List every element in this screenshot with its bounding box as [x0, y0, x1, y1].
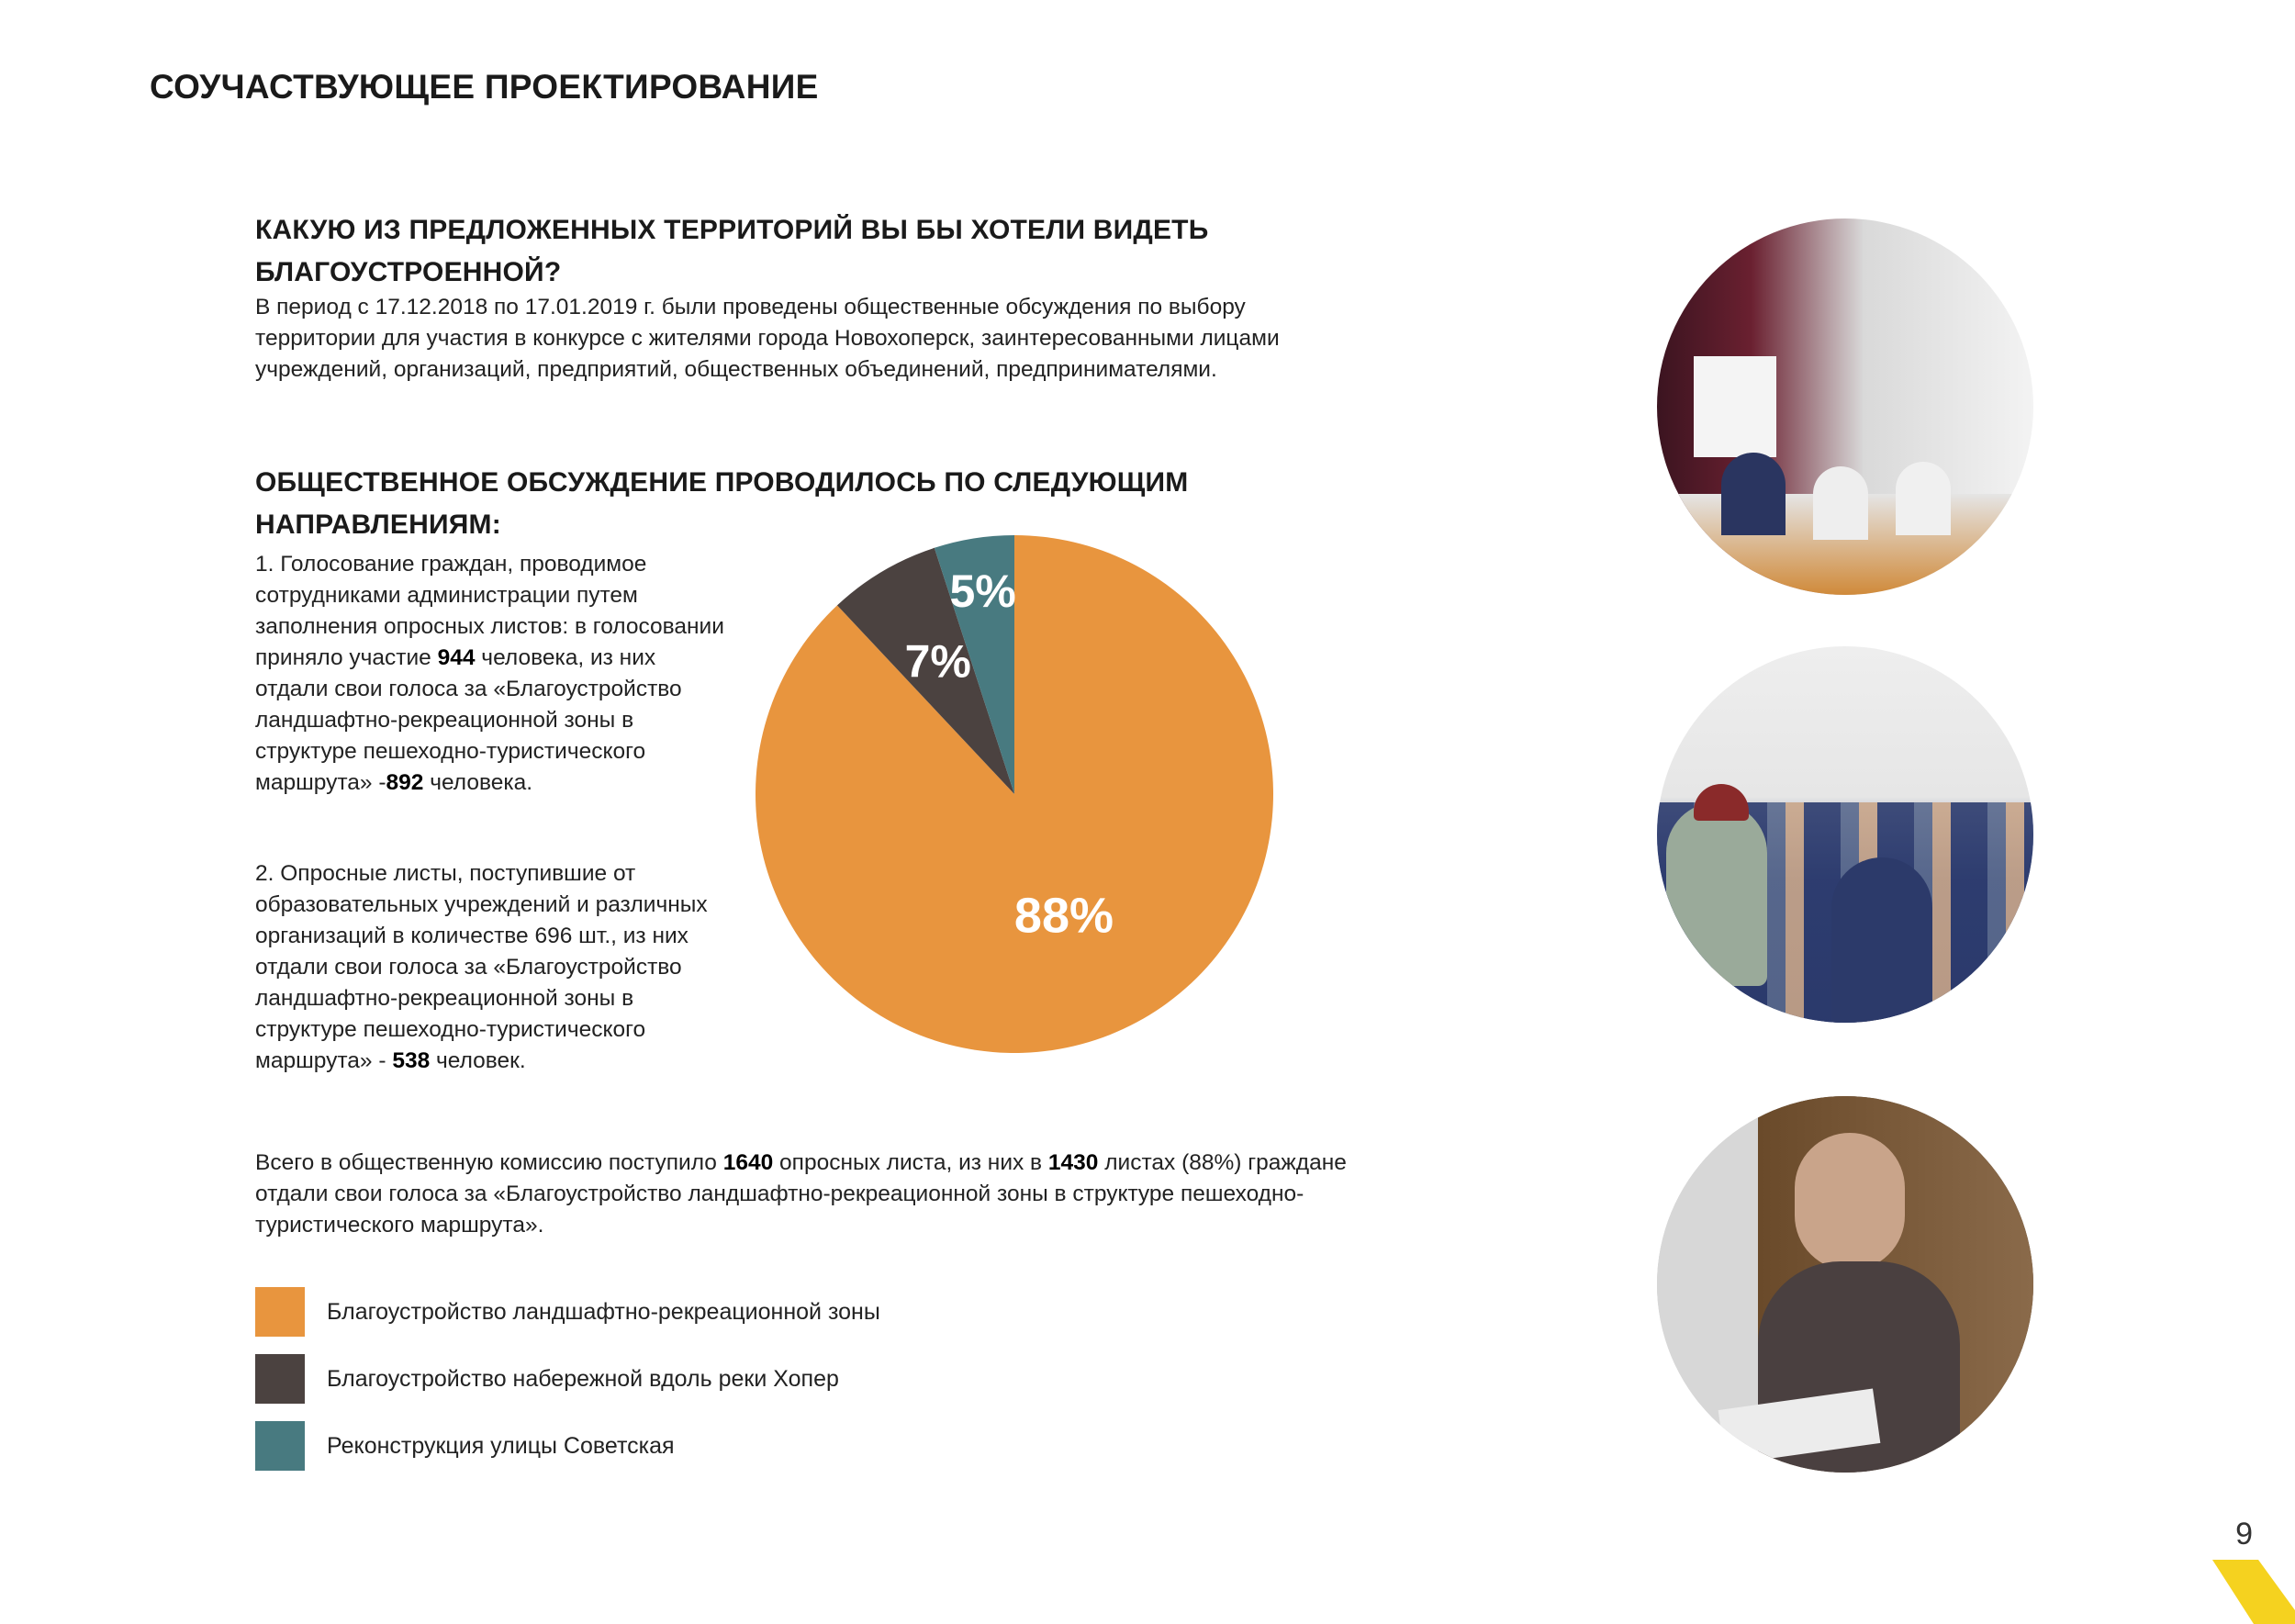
- page-title: СОУЧАСТВУЮЩЕЕ ПРОЕКТИРОВАНИЕ: [150, 68, 819, 106]
- p1-participants-count: 944: [437, 645, 476, 670]
- question-heading-line-2: БЛАГОУСТРОЕННОЙ?: [255, 257, 562, 287]
- total-text-a: Всего в общественную комиссию поступило: [255, 1150, 723, 1175]
- p2-text-b: человек.: [430, 1048, 526, 1073]
- legend-item: [255, 1354, 839, 1404]
- meeting-hall-photo: [1657, 218, 2033, 595]
- question-heading: [255, 209, 1449, 294]
- audience-person: [1721, 453, 1786, 535]
- pie-data-label: 5%: [949, 565, 1016, 617]
- total-text-b: опросных листа, из них в: [773, 1150, 1048, 1175]
- legend-swatch: [255, 1421, 305, 1471]
- legend-label: Благоустройство ландшафтно-рекреационной зоны: [327, 1298, 880, 1325]
- intro-line-3: учреждений, организаций, предприятий, общественных объединений, предпринимателями.: [255, 357, 1217, 382]
- legend-label: Благоустройство набережной вдоль реки Хопер: [327, 1365, 839, 1392]
- question-heading-line-1: КАКУЮ ИЗ ПРЕДЛОЖЕННЫХ ТЕРРИТОРИЙ ВЫ БЫ ХОТЕЛИ ВИДЕТЬ: [255, 215, 1209, 245]
- corner-accent: [2185, 1560, 2295, 1624]
- woman-in-coat: [1666, 802, 1767, 986]
- legend-label: Реконструкция улицы Советская: [327, 1432, 675, 1459]
- legend-swatch: [255, 1354, 305, 1404]
- p2-votes-count: 538: [392, 1048, 431, 1073]
- total-votes-count: 1430: [1047, 1150, 1099, 1175]
- projector-screen: [1694, 356, 1776, 457]
- man-in-suit: [1831, 857, 1932, 1023]
- legend-item: [255, 1421, 675, 1471]
- pie-chart: [753, 532, 1276, 1056]
- p1-votes-count: 892: [386, 770, 424, 795]
- discussion-heading-line-1: ОБЩЕСТВЕННОЕ ОБСУЖДЕНИЕ ПРОВОДИЛОСЬ ПО СЛЕДУЮЩИМ: [255, 467, 1189, 498]
- p1-text-c: человека.: [423, 770, 533, 795]
- total-paragraph: [255, 1148, 1412, 1241]
- audience-photo: [1657, 646, 2033, 1023]
- total-sheets-count: 1640: [722, 1150, 774, 1175]
- face: [1795, 1133, 1905, 1271]
- intro-line-2: территории для участия в конкурсе с жителями города Новохоперск, заинтересованными лицами: [255, 326, 1280, 351]
- p2-text-a: 2. Опросные листы, поступившие от образовательных учреждений и различных организаций в количестве 696 шт., из них отдали свои голоса за «Благоустройство ландшафтно-рекреационной зоны в структуре пешеходно-туристического маршрута» -: [255, 861, 708, 1073]
- elderly-woman-photo: [1657, 1096, 2033, 1473]
- pie-data-label: 88%: [1013, 888, 1114, 944]
- audience-person: [1813, 466, 1868, 540]
- intro-paragraph: [255, 292, 1412, 386]
- audience-person: [1896, 462, 1951, 535]
- pie-data-label: 7%: [904, 635, 971, 688]
- discussion-heading-line-2: НАПРАВЛЕНИЯМ:: [255, 510, 501, 540]
- page-number: 9: [2235, 1517, 2253, 1551]
- intro-line-1: В период с 17.12.2018 по 17.01.2019 г. были проведены общественные обсуждения по выбору: [255, 295, 1246, 319]
- p1-text-b: человека, из них отдали свои голоса за «Благоустройство ландшафтно-рекреационной зоны в структуре пешеходно-туристического маршрута» -: [255, 645, 682, 795]
- direction-2-paragraph: [255, 858, 733, 1077]
- hat: [1694, 784, 1749, 821]
- legend-item: [255, 1287, 880, 1337]
- direction-1-paragraph: [255, 549, 733, 799]
- total-text-c: листах (88%) граждане отдали свои голоса за «Благоустройство ландшафтно-рекреационной зоны в структуре пешеходно-туристического маршрута».: [255, 1150, 1347, 1238]
- p1-text-a: 1. Голосование граждан, проводимое сотрудниками администрации путем заполнения опросных листов: в голосовании приняло участие: [255, 552, 724, 670]
- legend-swatch: [255, 1287, 305, 1337]
